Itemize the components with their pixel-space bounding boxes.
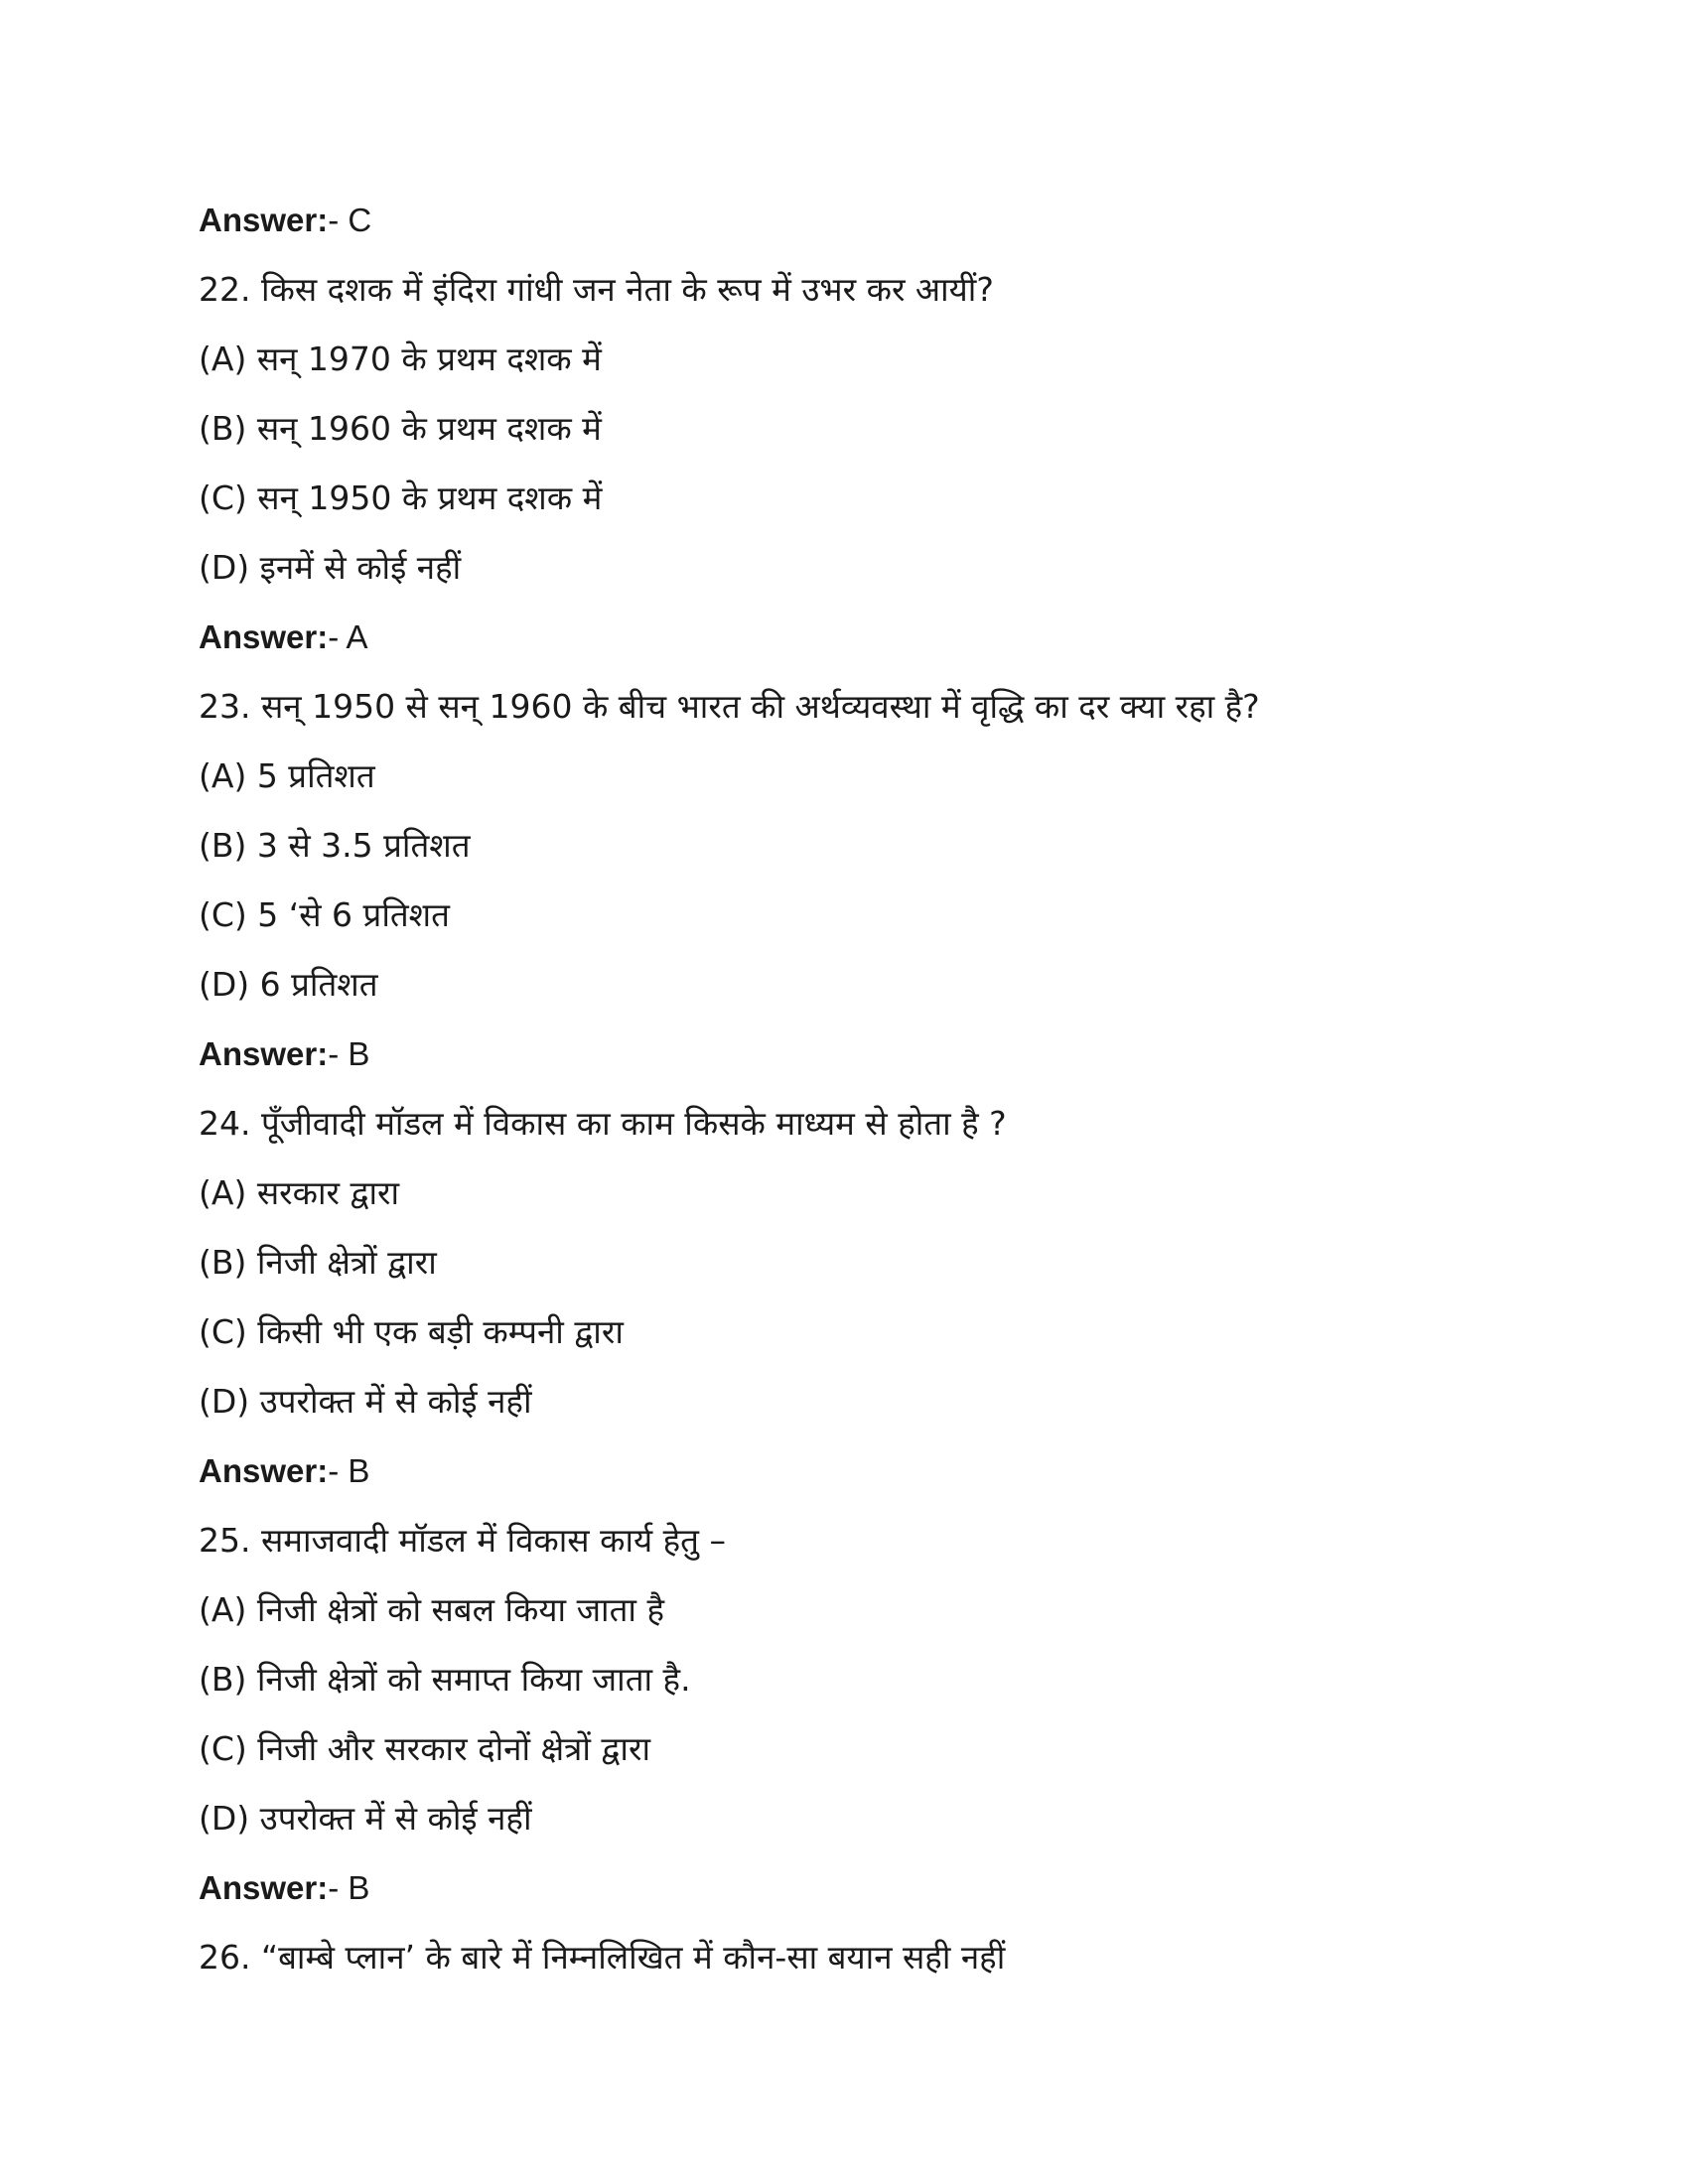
answer-label: Answer: — [199, 1452, 329, 1489]
question-text: 25. समाजवादी मॉडल में विकास कार्य हेतु – — [199, 1521, 726, 1560]
option-text: (C) किसी भी एक बड़ी कम्पनी द्वारा — [199, 1312, 624, 1351]
answer-line — [199, 1866, 369, 1910]
option-text: (D) उपरोक्त में से कोई नहीं — [199, 1382, 532, 1421]
answer-label: Answer: — [199, 202, 329, 238]
answer-line — [199, 1449, 369, 1493]
answer-value: - B — [328, 1035, 370, 1072]
option-text: (D) इनमें से कोई नहीं — [199, 548, 462, 587]
answer-label: Answer: — [199, 618, 329, 655]
answer-line — [199, 199, 371, 242]
option-text: (C) सन् 1950 के प्रथम दशक में — [199, 478, 603, 517]
answer-value: - B — [328, 1869, 370, 1906]
answer-value: - A — [328, 618, 368, 655]
option-text: (A) सरकार द्वारा — [199, 1173, 400, 1212]
answer-value: - B — [328, 1452, 370, 1489]
option-text: (B) निजी क्षेत्रों द्वारा — [199, 1243, 437, 1282]
answer-label: Answer: — [199, 1869, 329, 1906]
option-text: (B) सन् 1960 के प्रथम दशक में — [199, 409, 602, 448]
option-text: (B) 3 से 3.5 प्रतिशत — [199, 826, 471, 865]
option-text: (C) 5 ‘से 6 प्रतिशत — [199, 895, 450, 934]
answer-line — [199, 1032, 369, 1076]
option-text: (A) 5 प्रतिशत — [199, 756, 375, 795]
answer-value: - C — [328, 202, 372, 238]
answer-label: Answer: — [199, 1035, 329, 1072]
option-text: (A) निजी क्षेत्रों को सबल किया जाता है — [199, 1590, 664, 1629]
option-text: (A) सन् 1970 के प्रथम दशक में — [199, 340, 602, 378]
option-text: (B) निजी क्षेत्रों को समाप्त किया जाता है. — [199, 1660, 691, 1699]
option-text: (C) निजी और सरकार दोनों क्षेत्रों द्वारा — [199, 1729, 650, 1768]
answer-line — [199, 615, 368, 659]
question-text: 24. पूँजीवादी मॉडल में विकास का काम किसके माध्यम से होता है ? — [199, 1104, 1007, 1143]
question-text: 23. सन् 1950 से सन् 1960 के बीच भारत की अर्थव्यवस्था में वृद्धि का दर क्या रहा है? — [199, 687, 1260, 726]
option-text: (D) उपरोक्त में से कोई नहीं — [199, 1799, 532, 1838]
question-text: 22. किस दशक में इंदिरा गांधी जन नेता के रूप में उभर कर आयीं? — [199, 270, 994, 309]
option-text: (D) 6 प्रतिशत — [199, 965, 378, 1004]
question-text: 26. “बाम्बे प्लान’ के बारे में निम्नलिखित में कौन-सा बयान सही नहीं — [199, 1938, 1006, 1977]
